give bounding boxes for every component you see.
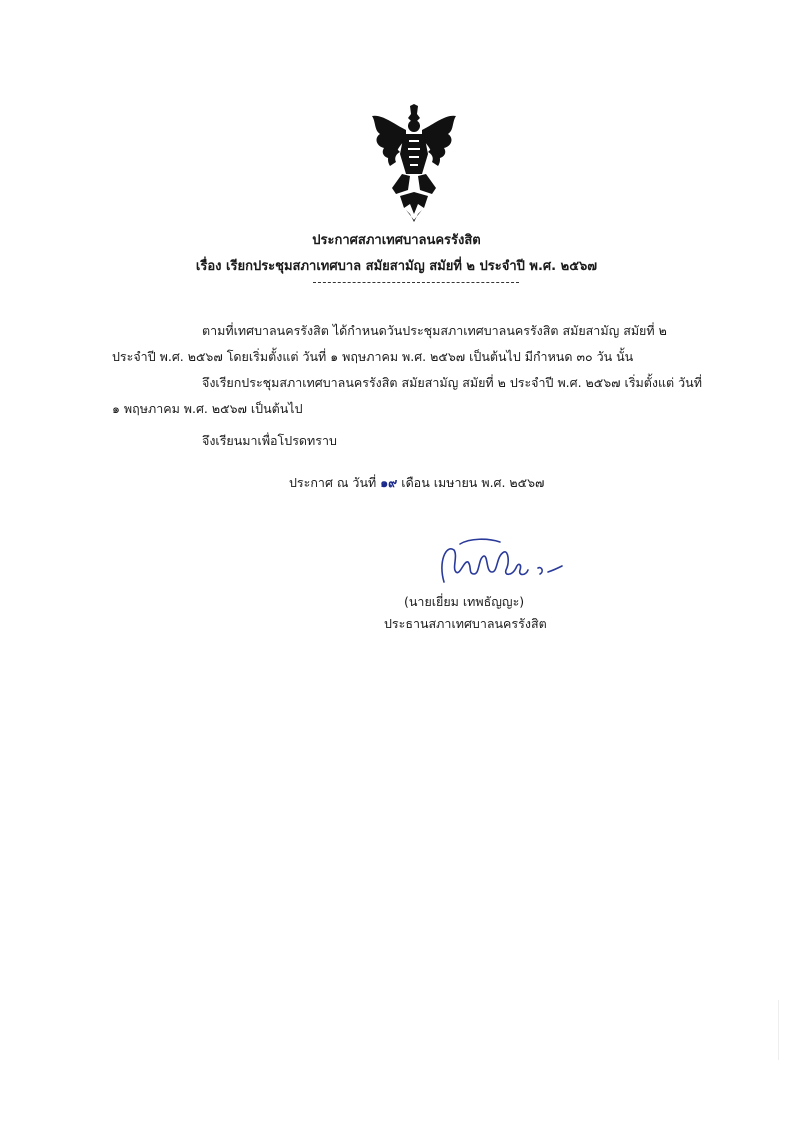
announcement-title: ประกาศสภาเทศบาลนครรังสิต [312, 233, 481, 248]
date-suffix: เดือน เมษายน พ.ศ. ๒๕๖๗ [401, 475, 545, 490]
signer-name: (นายเยี่ยม เทพธัญญะ) [404, 594, 525, 609]
body-paragraph-2: จึงเรียกประชุมสภาเทศบาลนครรังสิต สมัยสามัญ สมัยที่ ๒ ประจำปี พ.ศ. ๒๕๖๗ เริ่มตั้งแต่ วันที่ ๑ พฤษภาคม พ.ศ. ๒๕๖๗ เป็นต้นไป [112, 375, 702, 416]
announcement-subject: เรื่อง เรียกประชุมสภาเทศบาล สมัยสามัญ สมัยที่ ๒ ประจำปี พ.ศ. ๒๕๖๗ [195, 259, 598, 274]
garuda-emblem-icon [366, 104, 462, 222]
handwritten-signature [430, 532, 570, 592]
body-paragraph-1: ตามที่เทศบาลนครรังสิต ได้กำหนดวันประชุมสภาเทศบาลนครรังสิต สมัยสามัญ สมัยที่ ๒ ประจำปี พ.ศ. ๒๕๖๗ โดยเริ่มตั้งแต่ วันที่ ๑ พฤษภาคม พ.ศ. ๒๕๖๗ เป็นต้นไป มีกำหนด ๓๐ วัน นั้น [112, 323, 667, 364]
date-day: ๑๙ [380, 475, 398, 490]
signer-position: ประธานสภาเทศบาลนครรังสิต [384, 616, 547, 631]
announcement-date [289, 473, 544, 493]
divider [313, 282, 519, 283]
closing-line: จึงเรียนมาเพื่อโปรดทราบ [202, 433, 337, 448]
date-prefix: ประกาศ ณ วันที่ [289, 475, 377, 490]
scan-artifact [778, 1000, 779, 1060]
